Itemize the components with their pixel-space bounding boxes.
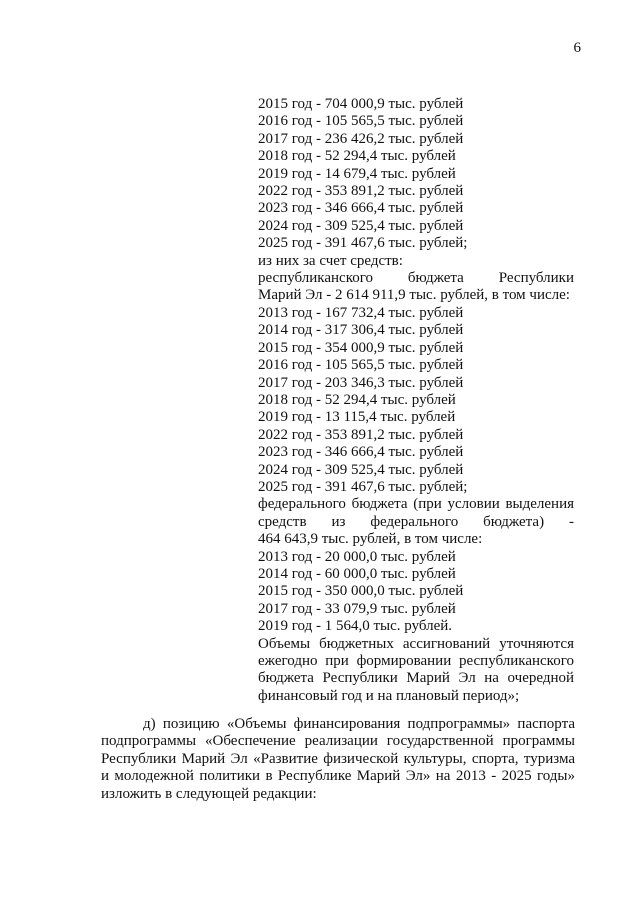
financing-line: 2015 год - 704 000,9 тыс. рублей (258, 96, 464, 112)
note-line: ежегодно при формировании республиканского (258, 653, 574, 669)
federal-year-line: 2013 год - 20 000,0 тыс. рублей (258, 548, 456, 565)
federal-budget-total: 464 643,9 тыс. рублей, в том числе: (258, 531, 483, 548)
paragraph-line: изложить в следующей редакции: (101, 785, 317, 802)
federal-year-line: 2017 год - 33 079,9 тыс. рублей (258, 600, 456, 617)
republic-year-line: 2024 год - 309 525,4 тыс. рублей (258, 461, 464, 478)
republic-budget-total: Марий Эл - 2 614 911,9 тыс. рублей, в том числе: (258, 287, 570, 304)
republic-budget-heading: республиканского бюджета Республики (258, 270, 574, 287)
republic-year-line: 2023 год - 346 666,4 тыс. рублей (258, 444, 464, 461)
republic-year-line: 2017 год - 203 346,3 тыс. рублей (258, 374, 464, 391)
note-line: финансовый год и на плановый период»; (258, 687, 520, 704)
financing-block (258, 96, 574, 705)
republic-year-line: 2022 год - 353 891,2 тыс. рублей (258, 426, 464, 443)
republic-year-line: 2016 год - 105 565,5 тыс. рублей (258, 357, 464, 374)
financing-line: 2019 год - 14 679,4 тыс. рублей (258, 165, 456, 182)
federal-year-line: 2014 год - 60 000,0 тыс. рублей (258, 565, 456, 582)
note-line: бюджета Республики Марий Эл на очередной (258, 670, 574, 687)
amendment-paragraph (101, 716, 575, 803)
page-number: 6 (573, 40, 581, 56)
financing-line: 2025 год - 391 467,6 тыс. рублей; (258, 235, 468, 252)
republic-year-line: 2015 год - 354 000,9 тыс. рублей (258, 339, 464, 356)
financing-line: 2022 год - 353 891,2 тыс. рублей (258, 183, 464, 200)
republic-year-line: 2019 год - 13 115,4 тыс. рублей (258, 409, 456, 426)
financing-line: 2017 год - 236 426,2 тыс. рублей (258, 130, 464, 147)
financing-sources-label: из них за счет средств: (258, 252, 403, 269)
federal-year-line: 2019 год - 1 564,0 тыс. рублей. (258, 618, 453, 635)
republic-year-line: 2013 год - 167 732,4 тыс. рублей (258, 304, 464, 321)
note-line: Объемы бюджетных ассигнований уточняются (258, 635, 574, 652)
financing-line: 2024 год - 309 525,4 тыс. рублей (258, 217, 464, 234)
paragraph-line: и молодежной политики в Республике Марий Эл» на 2013 - 2025 годы» (101, 768, 575, 785)
republic-year-line: 2014 год - 317 306,4 тыс. рублей (258, 322, 464, 339)
financing-line: 2018 год - 52 294,4 тыс. рублей (258, 148, 456, 165)
paragraph-line: подпрограммы «Обеспечение реализации государственной программы (101, 733, 575, 750)
paragraph-line: Республики Марий Эл «Развитие физической культуры, спорта, туризма (101, 750, 575, 767)
federal-year-line: 2015 год - 350 000,0 тыс. рублей (258, 583, 464, 600)
paragraph-line: д) позицию «Объемы финансирования подпрограммы» паспорта (143, 716, 575, 732)
financing-line: 2016 год - 105 565,5 тыс. рублей (258, 113, 464, 130)
financing-line: 2023 год - 346 666,4 тыс. рублей (258, 200, 464, 217)
republic-year-line: 2025 год - 391 467,6 тыс. рублей; (258, 478, 468, 495)
republic-year-line: 2018 год - 52 294,4 тыс. рублей (258, 391, 456, 408)
federal-budget-heading-cont: средств из федерального бюджета) - (258, 513, 574, 530)
federal-budget-heading: федерального бюджета (при условии выделения (258, 496, 574, 513)
